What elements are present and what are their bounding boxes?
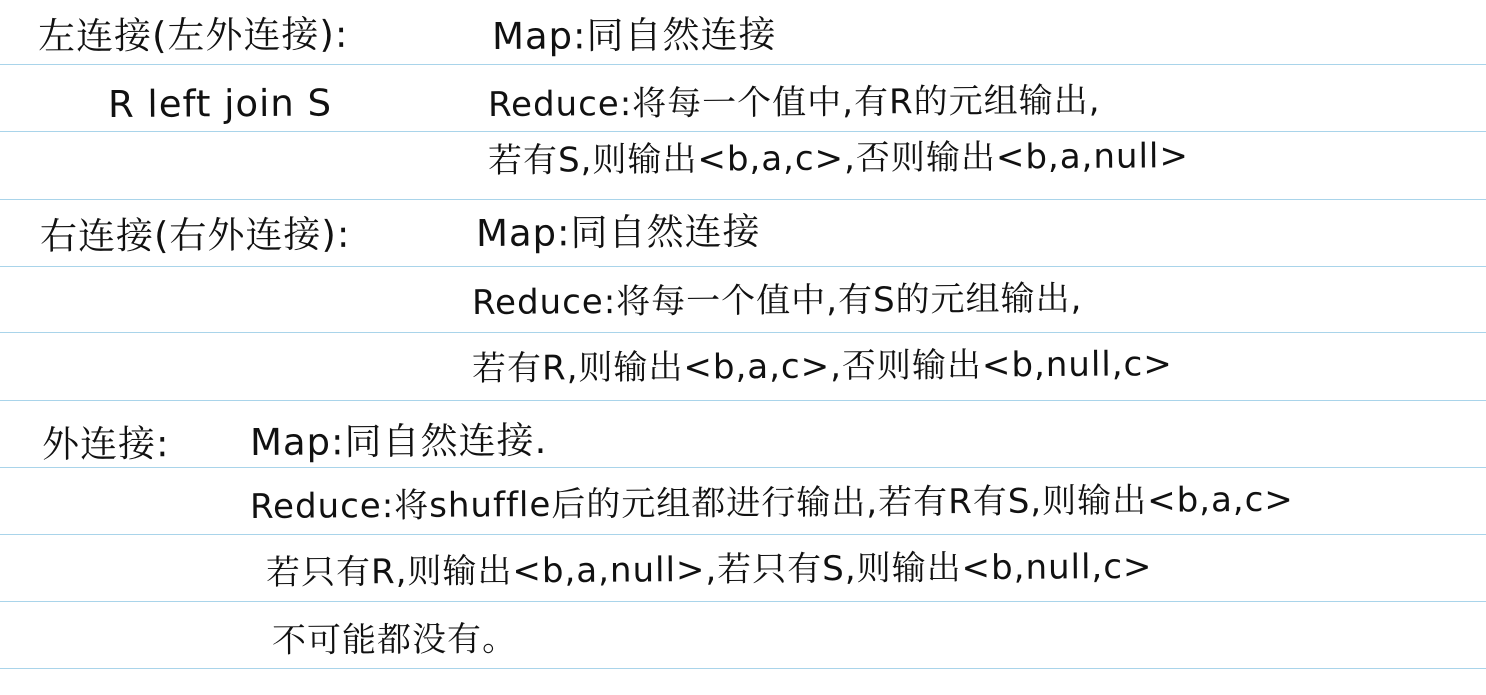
- ruled-line: [0, 332, 1486, 333]
- ruled-line: [0, 534, 1486, 535]
- right-join-reduce-line-2: 若有R,则输出<b,a,c>,否则输出<b,null,c>: [471, 344, 1173, 389]
- left-join-map: Map:同自然连接: [491, 13, 777, 58]
- ruled-line: [0, 131, 1486, 132]
- left-join-reduce-line-1: Reduce:将每一个值中,有R的元组输出,: [487, 80, 1101, 125]
- left-join-subtitle: R left join S: [107, 81, 333, 126]
- ruled-line: [0, 601, 1486, 602]
- left-join-title: 左连接(左外连接):: [37, 12, 349, 58]
- outer-join-reduce-line-3: 不可能都没有。: [271, 619, 518, 661]
- outer-join-title: 外连接:: [41, 422, 170, 466]
- right-join-map: Map:同自然连接: [475, 210, 761, 255]
- left-join-reduce-line-2: 若有S,则输出<b,a,c>,否则输出<b,a,null>: [487, 136, 1190, 181]
- right-join-reduce-line-1: Reduce:将每一个值中,有S的元组输出,: [471, 278, 1083, 323]
- ruled-line: [0, 400, 1486, 401]
- ruled-line: [0, 266, 1486, 267]
- ruled-line: [0, 668, 1486, 669]
- right-join-title: 右连接(右外连接):: [39, 212, 351, 258]
- ruled-line: [0, 467, 1486, 468]
- outer-join-map: Map:同自然连接.: [249, 418, 548, 464]
- ruled-line: [0, 199, 1486, 200]
- ruled-line: [0, 64, 1486, 65]
- outer-join-reduce-line-1: Reduce:将shuffle后的元组都进行输出,若有R有S,则输出<b,a,c>: [249, 479, 1294, 527]
- outer-join-reduce-line-2: 若只有R,则输出<b,a,null>,若只有S,则输出<b,null,c>: [265, 546, 1153, 593]
